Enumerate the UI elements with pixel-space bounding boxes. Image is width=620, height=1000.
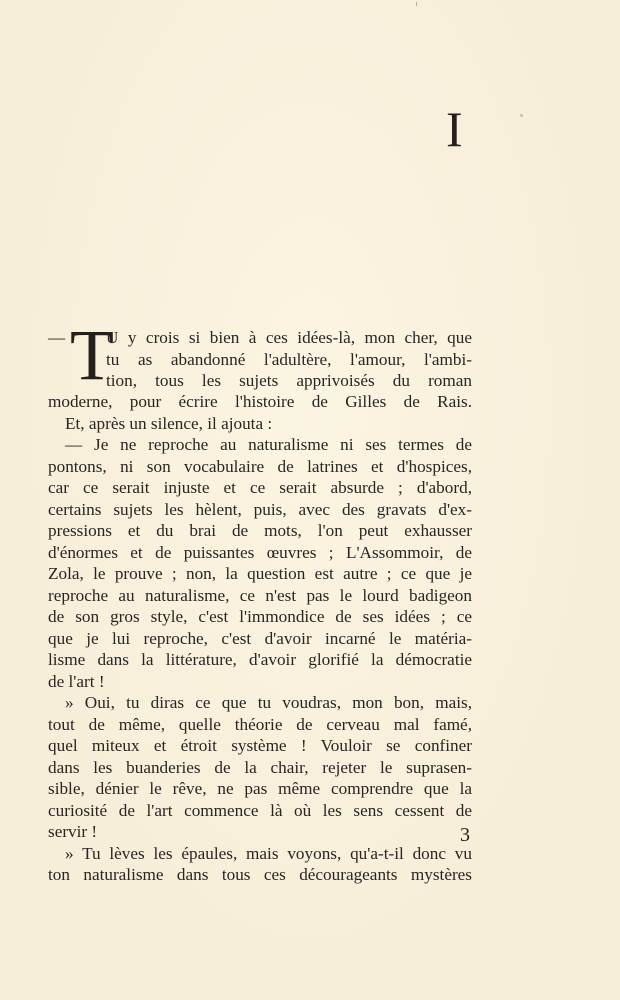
text-line: d'énormes et de puissantes œuvres ; L'Assommoir, de bbox=[48, 542, 472, 562]
text-line: Et, après un silence, il ajouta : bbox=[65, 413, 273, 433]
text-line: tout de même, quelle théorie de cerveau mal famé, bbox=[48, 714, 472, 734]
drop-cap-lines bbox=[106, 327, 472, 392]
text-line: curiosité de l'art commence là où les sens cessent de bbox=[48, 800, 472, 820]
paper-speck bbox=[520, 114, 523, 117]
text-line: » Oui, tu diras ce que tu voudras, mon bon, mais, bbox=[65, 693, 472, 712]
text-line: moderne, pour écrire l'histoire de Gilles de Rais. bbox=[48, 392, 472, 411]
text-line: tu as abandonné l'adultère, l'amour, l'ambi- bbox=[106, 349, 472, 369]
text-line: dans les buanderies de la chair, rejeter le suprasen- bbox=[48, 757, 472, 777]
body-text bbox=[48, 391, 472, 886]
text-line: de son gros style, c'est l'immondice de ses idées ; ce bbox=[48, 607, 472, 626]
text-line: sible, dénier le rêve, ne pas même comprendre que la bbox=[48, 779, 472, 798]
drop-cap-letter: T bbox=[70, 315, 114, 395]
text-line: servir ! bbox=[48, 822, 98, 841]
text-line: lisme dans la littérature, d'avoir glorifié la démocratie bbox=[48, 650, 472, 669]
text-line: tion, tous les sujets apprivoisés du roman bbox=[106, 371, 472, 390]
text-line: pontons, ni son vocabulaire de latrines et d'hospices, bbox=[48, 456, 472, 476]
text-line: quel miteux et étroit système ! Vouloir se confiner bbox=[48, 736, 472, 755]
text-line: que je lui reproche, c'est d'avoir incarné le matéria- bbox=[48, 628, 472, 648]
text-line: » Tu lèves les épaules, mais voyons, qu'a-t-il donc vu bbox=[65, 843, 472, 863]
text-line: — Je ne reproche au naturalisme ni ses termes de bbox=[65, 435, 472, 454]
text-line: certains sujets les hèlent, puis, avec des gravats d'ex- bbox=[48, 499, 472, 519]
text-line: ton naturalisme dans tous ces décourageants mystères bbox=[48, 865, 472, 884]
page-number: 3 bbox=[460, 824, 470, 846]
text-line: pressions et du brai de mots, l'on peut exhausser bbox=[48, 521, 472, 540]
page-edge-tick bbox=[416, 2, 417, 6]
text-line: Zola, le prouve ; non, la question est autre ; ce que je bbox=[48, 564, 472, 583]
text-line: car ce serait injuste et ce serait absurde ; d'abord, bbox=[48, 478, 472, 497]
text-line: reproche au naturalisme, ce n'est pas le lourd badigeon bbox=[48, 585, 472, 605]
chapter-number: I bbox=[446, 101, 464, 157]
opening-dash: — bbox=[48, 328, 66, 347]
text-line: de l'art ! bbox=[48, 671, 105, 691]
text-line: U y crois si bien à ces idées-là, mon cher, que bbox=[106, 328, 472, 347]
